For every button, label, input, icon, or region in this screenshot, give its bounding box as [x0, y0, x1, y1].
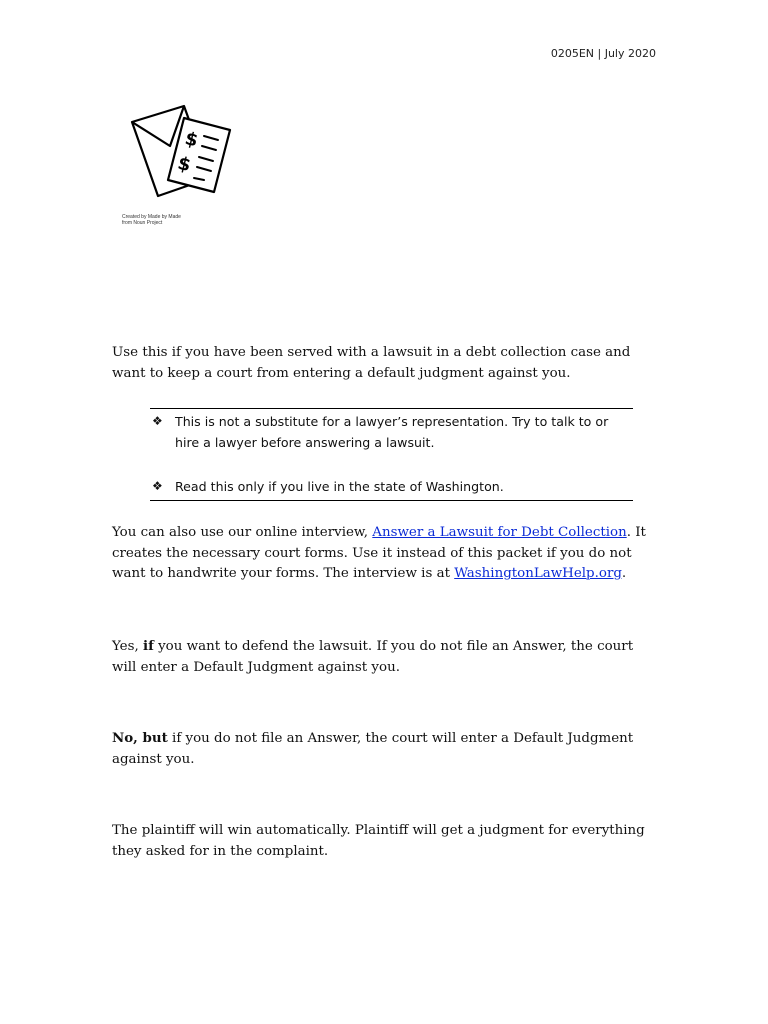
intro-paragraph: Use this if you have been served with a lawsuit in a debt collection case and want to keep a court from entering a default judgment against you.	[112, 345, 631, 381]
washingtonlawhelp-link[interactable]: WashingtonLawHelp.org	[454, 566, 622, 581]
diamond-bullet-icon: ❖	[152, 414, 163, 428]
notice-box	[150, 408, 633, 501]
no-answer-paragraph: No, but if you do not file an Answer, the court will enter a Default Judgment against you.	[112, 730, 634, 767]
online-interview-paragraph: You can also use our online interview, Answer a Lawsuit for Debt Collection. It creates the necessary court forms. Use it instead of this packet if you do not want to handwrite your forms. The interview is at WashingtonLawHelp.org.	[112, 525, 646, 581]
notice-text: Read this only if you live in the state of Washington.	[175, 479, 504, 494]
svg-text:$: $	[182, 128, 200, 152]
icon-credit: Created by Made by Made from Noun Project	[122, 214, 181, 226]
consequence-paragraph: The plaintiff will win automatically. Plaintiff will get a judgment for everything they asked for in the complaint.	[112, 823, 645, 859]
svg-text:$: $	[175, 152, 193, 177]
document-code: 0205EN | July 2020	[550, 47, 656, 60]
invoice-document-icon	[118, 100, 238, 210]
yes-answer-paragraph: Yes, if you want to defend the lawsuit. If you do not file an Answer, the court will enter a Default Judgment against you.	[112, 638, 634, 675]
diamond-bullet-icon: ❖	[152, 479, 163, 493]
answer-lawsuit-link[interactable]: Answer a Lawsuit for Debt Collection	[372, 525, 627, 540]
notice-text: This is not a substitute for a lawyer’s representation. Try to talk to or hire a lawyer before answering a lawsuit.	[175, 414, 609, 450]
